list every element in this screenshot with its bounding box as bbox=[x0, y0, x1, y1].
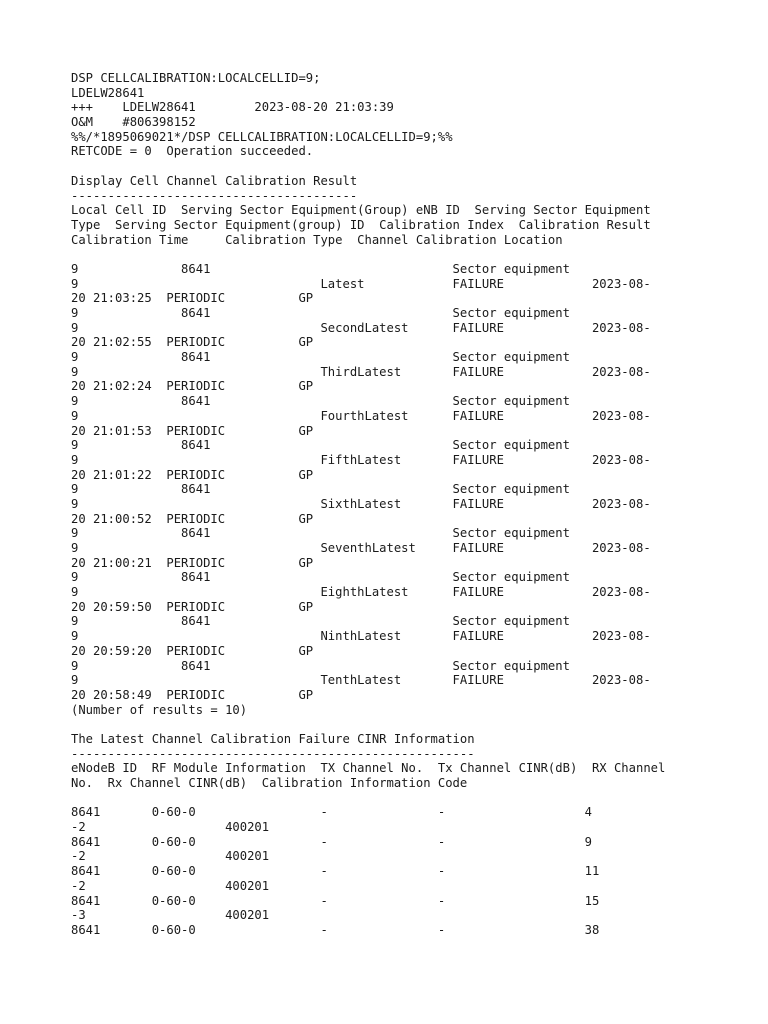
calibration-row-line: 20 21:03:25 PERIODIC GP bbox=[71, 291, 314, 306]
calibration-row-line: 20 21:02:55 PERIODIC GP bbox=[71, 335, 314, 350]
blank-line bbox=[71, 159, 751, 174]
calibration-row bbox=[71, 526, 751, 570]
calibration-column-header: Type Serving Sector Equipment(group) ID Calibration Index Calibration Result bbox=[71, 217, 651, 232]
cinr-row bbox=[71, 835, 751, 864]
calibration-row-line: 9 FourthLatest FAILURE 2023-08- bbox=[71, 408, 651, 423]
calibration-row-line: 9 8641 Sector equipment bbox=[71, 526, 570, 541]
calibration-row bbox=[71, 350, 751, 394]
calibration-result-separator: --------------------------------------- bbox=[71, 188, 358, 203]
calibration-row-line: 20 20:59:20 PERIODIC GP bbox=[71, 643, 314, 658]
blank-line bbox=[71, 247, 751, 262]
cinr-column-header: eNodeB ID RF Module Information TX Channel No. Tx Channel CINR(dB) RX Channel bbox=[71, 761, 666, 776]
result-count: (Number of results = 10) bbox=[71, 702, 248, 717]
cinr-row bbox=[71, 894, 751, 923]
cinr-row-line: 8641 0-60-0 - - 38 bbox=[71, 922, 600, 937]
calibration-row-line: 9 SecondLatest FAILURE 2023-08- bbox=[71, 320, 651, 335]
calibration-column-header: Calibration Time Calibration Type Channel Calibration Location bbox=[71, 232, 563, 247]
calibration-row-line: 9 8641 Sector equipment bbox=[71, 394, 570, 409]
calibration-row-line: 9 8641 Sector equipment bbox=[71, 614, 570, 629]
cinr-row bbox=[71, 805, 751, 834]
calibration-row-line: 20 21:01:22 PERIODIC GP bbox=[71, 467, 314, 482]
command-line: DSP CELLCALIBRATION:LOCALCELLID=9; bbox=[71, 71, 321, 85]
calibration-row-line: 9 TenthLatest FAILURE 2023-08- bbox=[71, 673, 651, 688]
cinr-row-line: -2 400201 bbox=[71, 878, 270, 893]
cinr-row-line: 8641 0-60-0 - - 11 bbox=[71, 864, 600, 879]
calibration-row bbox=[71, 570, 751, 614]
calibration-row-line: 9 SixthLatest FAILURE 2023-08- bbox=[71, 496, 651, 511]
cinr-row-line: -3 400201 bbox=[71, 908, 270, 923]
calibration-row-line: 20 21:00:52 PERIODIC GP bbox=[71, 511, 314, 526]
calibration-row-line: 9 8641 Sector equipment bbox=[71, 482, 570, 497]
blank-line bbox=[71, 791, 751, 806]
cinr-section-title: The Latest Channel Calibration Failure CINR Information bbox=[71, 731, 475, 746]
cinr-column-header: No. Rx Channel CINR(dB) Calibration Information Code bbox=[71, 776, 468, 790]
calibration-row-line: 9 8641 Sector equipment bbox=[71, 261, 570, 276]
blank-line bbox=[71, 717, 751, 732]
calibration-row-line: 20 20:59:50 PERIODIC GP bbox=[71, 599, 314, 614]
command-echo-line: %%/*1895069021*/DSP CELLCALIBRATION:LOCALCELLID=9;%% bbox=[71, 129, 453, 144]
cinr-row bbox=[71, 864, 751, 893]
cinr-row-line: 8641 0-60-0 - - 4 bbox=[71, 805, 592, 820]
calibration-row-line: 9 EighthLatest FAILURE 2023-08- bbox=[71, 585, 651, 600]
calibration-row-line: 9 8641 Sector equipment bbox=[71, 438, 570, 453]
calibration-row bbox=[71, 394, 751, 438]
calibration-column-header: Local Cell ID Serving Sector Equipment(Group) eNB ID Serving Sector Equipment bbox=[71, 203, 651, 218]
calibration-row-line: 9 NinthLatest FAILURE 2023-08- bbox=[71, 629, 651, 644]
calibration-row bbox=[71, 482, 751, 526]
cinr-row-line: -2 400201 bbox=[71, 849, 270, 864]
report-header-line: +++ LDELW28641 2023-08-20 21:03:39 bbox=[71, 100, 394, 115]
calibration-row-line: 9 FifthLatest FAILURE 2023-08- bbox=[71, 452, 651, 467]
calibration-row-line: 9 ThirdLatest FAILURE 2023-08- bbox=[71, 364, 651, 379]
calibration-row-line: 9 8641 Sector equipment bbox=[71, 306, 570, 320]
om-serial-line: O&M #806398152 bbox=[71, 115, 196, 130]
calibration-row-line: 20 21:00:21 PERIODIC GP bbox=[71, 555, 314, 570]
calibration-row-line: 20 21:01:53 PERIODIC GP bbox=[71, 423, 314, 438]
cinr-row-line: 8641 0-60-0 - - 15 bbox=[71, 893, 600, 908]
calibration-row-line: 9 8641 Sector equipment bbox=[71, 658, 570, 673]
calibration-row bbox=[71, 659, 751, 703]
calibration-row-line: 9 8641 Sector equipment bbox=[71, 350, 570, 365]
calibration-row-line: 20 20:58:49 PERIODIC GP bbox=[71, 687, 314, 702]
ne-name-line: LDELW28641 bbox=[71, 85, 145, 100]
calibration-row-line: 9 8641 Sector equipment bbox=[71, 570, 570, 585]
mml-output-document bbox=[71, 71, 751, 938]
calibration-row-line: 9 SeventhLatest FAILURE 2023-08- bbox=[71, 541, 651, 555]
calibration-result-title: Display Cell Channel Calibration Result bbox=[71, 173, 358, 188]
calibration-row bbox=[71, 614, 751, 658]
cinr-section-separator: ------------------------------------------------------- bbox=[71, 746, 475, 761]
calibration-row bbox=[71, 438, 751, 482]
calibration-row-line: 9 Latest FAILURE 2023-08- bbox=[71, 276, 651, 291]
calibration-row bbox=[71, 306, 751, 350]
calibration-row-line: 20 21:02:24 PERIODIC GP bbox=[71, 379, 314, 394]
cinr-row-line: -2 400201 bbox=[71, 820, 270, 835]
retcode-line: RETCODE = 0 Operation succeeded. bbox=[71, 144, 314, 159]
calibration-row bbox=[71, 262, 751, 306]
cinr-row-line: 8641 0-60-0 - - 9 bbox=[71, 834, 592, 849]
cinr-row bbox=[71, 923, 751, 938]
